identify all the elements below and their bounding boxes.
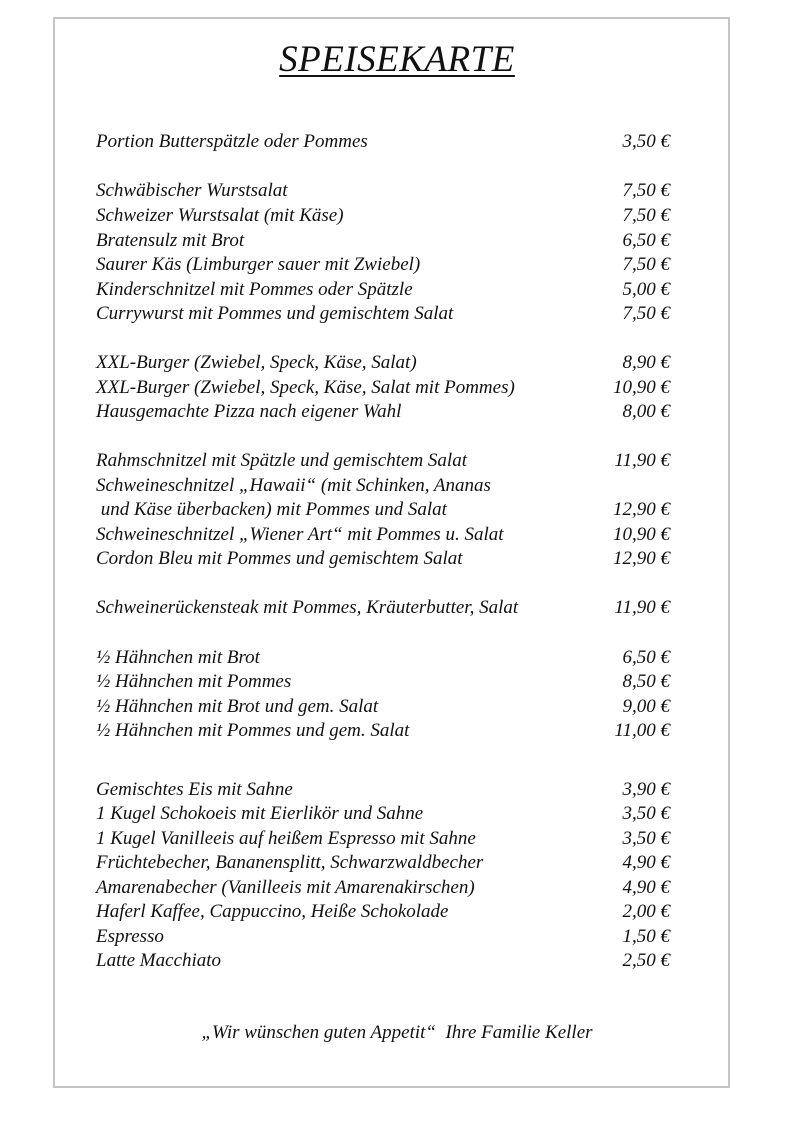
menu-item-price: 3,50 € — [622, 131, 670, 152]
menu-item-price: 8,00 € — [622, 401, 670, 422]
menu-item — [96, 694, 670, 719]
menu-item-price: 10,90 € — [613, 524, 670, 545]
menu-item — [96, 129, 670, 154]
menu-title: SPEISEKARTE — [279, 39, 515, 80]
menu-item-price: 2,00 € — [622, 901, 670, 922]
menu-item-price: 10,90 € — [613, 377, 670, 398]
menu-item — [96, 448, 670, 473]
menu-item-price: 4,90 € — [622, 852, 670, 873]
menu-item-price: 3,90 € — [622, 779, 670, 800]
menu-item-name: 1 Kugel Schokoeis mit Eierlikör und Sahne — [96, 803, 424, 824]
menu-item — [96, 875, 670, 900]
menu-item-name: Schwäbischer Wurstsalat — [96, 180, 288, 201]
menu-item-price: 11,90 € — [614, 597, 670, 618]
menu-item-price: 5,00 € — [622, 279, 670, 300]
menu-item-name: Currywurst mit Pommes und gemischtem Salat — [96, 303, 454, 324]
menu-item-name: Hausgemachte Pizza nach eigener Wahl — [96, 401, 402, 422]
menu-item — [96, 669, 670, 694]
menu-item-price: 1,50 € — [622, 926, 670, 947]
menu-item-name: Rahmschnitzel mit Spätzle und gemischtem Salat — [96, 450, 467, 471]
menu-item-name: ½ Hähnchen mit Brot — [96, 647, 260, 668]
menu-item-name: ½ Hähnchen mit Brot und gem. Salat — [96, 696, 379, 717]
menu-item-name: ½ Hähnchen mit Pommes und gem. Salat — [96, 720, 410, 741]
menu-item — [96, 645, 670, 670]
menu-item-name: Espresso — [96, 926, 164, 947]
menu-item — [96, 497, 670, 522]
menu-item — [96, 277, 670, 302]
menu-item — [96, 399, 670, 424]
footer-greeting: „Wir wünschen guten Appetit“ Ihre Familie Keller — [201, 1022, 593, 1043]
menu-item-price: 12,90 € — [613, 499, 670, 520]
menu-item-price: 7,50 € — [622, 180, 670, 201]
menu-item — [96, 850, 670, 875]
menu-item — [96, 899, 670, 924]
menu-item-name: Gemischtes Eis mit Sahne — [96, 779, 293, 800]
menu-item — [96, 718, 670, 743]
menu-item — [96, 252, 670, 277]
menu-item — [96, 826, 670, 851]
menu-item-price: 7,50 € — [622, 205, 670, 226]
menu-item-name: Kinderschnitzel mit Pommes oder Spätzle — [96, 279, 413, 300]
menu-item-name: XXL-Burger (Zwiebel, Speck, Käse, Salat) — [96, 352, 417, 373]
menu-item — [96, 473, 670, 498]
menu-item-name: Schweineschnitzel „Wiener Art“ mit Pommes u. Salat — [96, 524, 504, 545]
menu-item-name: Bratensulz mit Brot — [96, 230, 245, 251]
menu-item — [96, 948, 670, 973]
menu-item-name: Portion Butterspätzle oder Pommes — [96, 131, 368, 152]
menu-item — [96, 801, 670, 826]
menu-item-name: Schweinerückensteak mit Pommes, Kräuterbutter, Salat — [96, 597, 519, 618]
menu-item — [96, 203, 670, 228]
menu-item-name: Schweizer Wurstsalat (mit Käse) — [96, 205, 344, 226]
menu-item-price: 6,50 € — [622, 647, 670, 668]
menu-item-name: 1 Kugel Vanilleeis auf heißem Espresso mit Sahne — [96, 828, 476, 849]
menu-item-name: Saurer Käs (Limburger sauer mit Zwiebel) — [96, 254, 421, 275]
menu-item — [96, 924, 670, 949]
menu-item-price: 11,00 € — [614, 720, 670, 741]
menu-item-price: 7,50 € — [622, 254, 670, 275]
menu-item — [96, 777, 670, 802]
menu-item-price: 3,50 € — [622, 803, 670, 824]
menu-item-name: Cordon Bleu mit Pommes und gemischtem Salat — [96, 548, 463, 569]
menu-item-price: 8,90 € — [622, 352, 670, 373]
menu-item-price: 8,50 € — [622, 671, 670, 692]
menu-item — [96, 546, 670, 571]
menu-item — [96, 301, 670, 326]
menu-item-price: 4,90 € — [622, 877, 670, 898]
menu-item-price: 7,50 € — [622, 303, 670, 324]
menu-item — [96, 178, 670, 203]
menu-item — [96, 522, 670, 547]
menu-item-name: Haferl Kaffee, Cappuccino, Heiße Schokolade — [96, 901, 449, 922]
menu-item-price: 11,90 € — [614, 450, 670, 471]
menu-item-price: 6,50 € — [622, 230, 670, 251]
menu-item-name: XXL-Burger (Zwiebel, Speck, Käse, Salat mit Pommes) — [96, 377, 515, 398]
menu-item-price: 3,50 € — [622, 828, 670, 849]
menu-item-price: 2,50 € — [622, 950, 670, 971]
menu-item — [96, 228, 670, 253]
menu-item-name: Schweineschnitzel „Hawaii“ (mit Schinken, Ananas — [96, 475, 491, 496]
menu-item-name: ½ Hähnchen mit Pommes — [96, 671, 292, 692]
menu-item-price: 9,00 € — [622, 696, 670, 717]
menu-item-name: Latte Macchiato — [96, 950, 222, 971]
menu-item-name: und Käse überbacken) mit Pommes und Salat — [96, 499, 447, 520]
menu-item-name: Früchtebecher, Bananensplitt, Schwarzwaldbecher — [96, 852, 484, 873]
menu-item — [96, 595, 670, 620]
menu-item-price: 12,90 € — [613, 548, 670, 569]
menu-item-name: Amarenabecher (Vanilleeis mit Amarenakirschen) — [96, 877, 475, 898]
menu-item — [96, 350, 670, 375]
menu-item — [96, 375, 670, 400]
